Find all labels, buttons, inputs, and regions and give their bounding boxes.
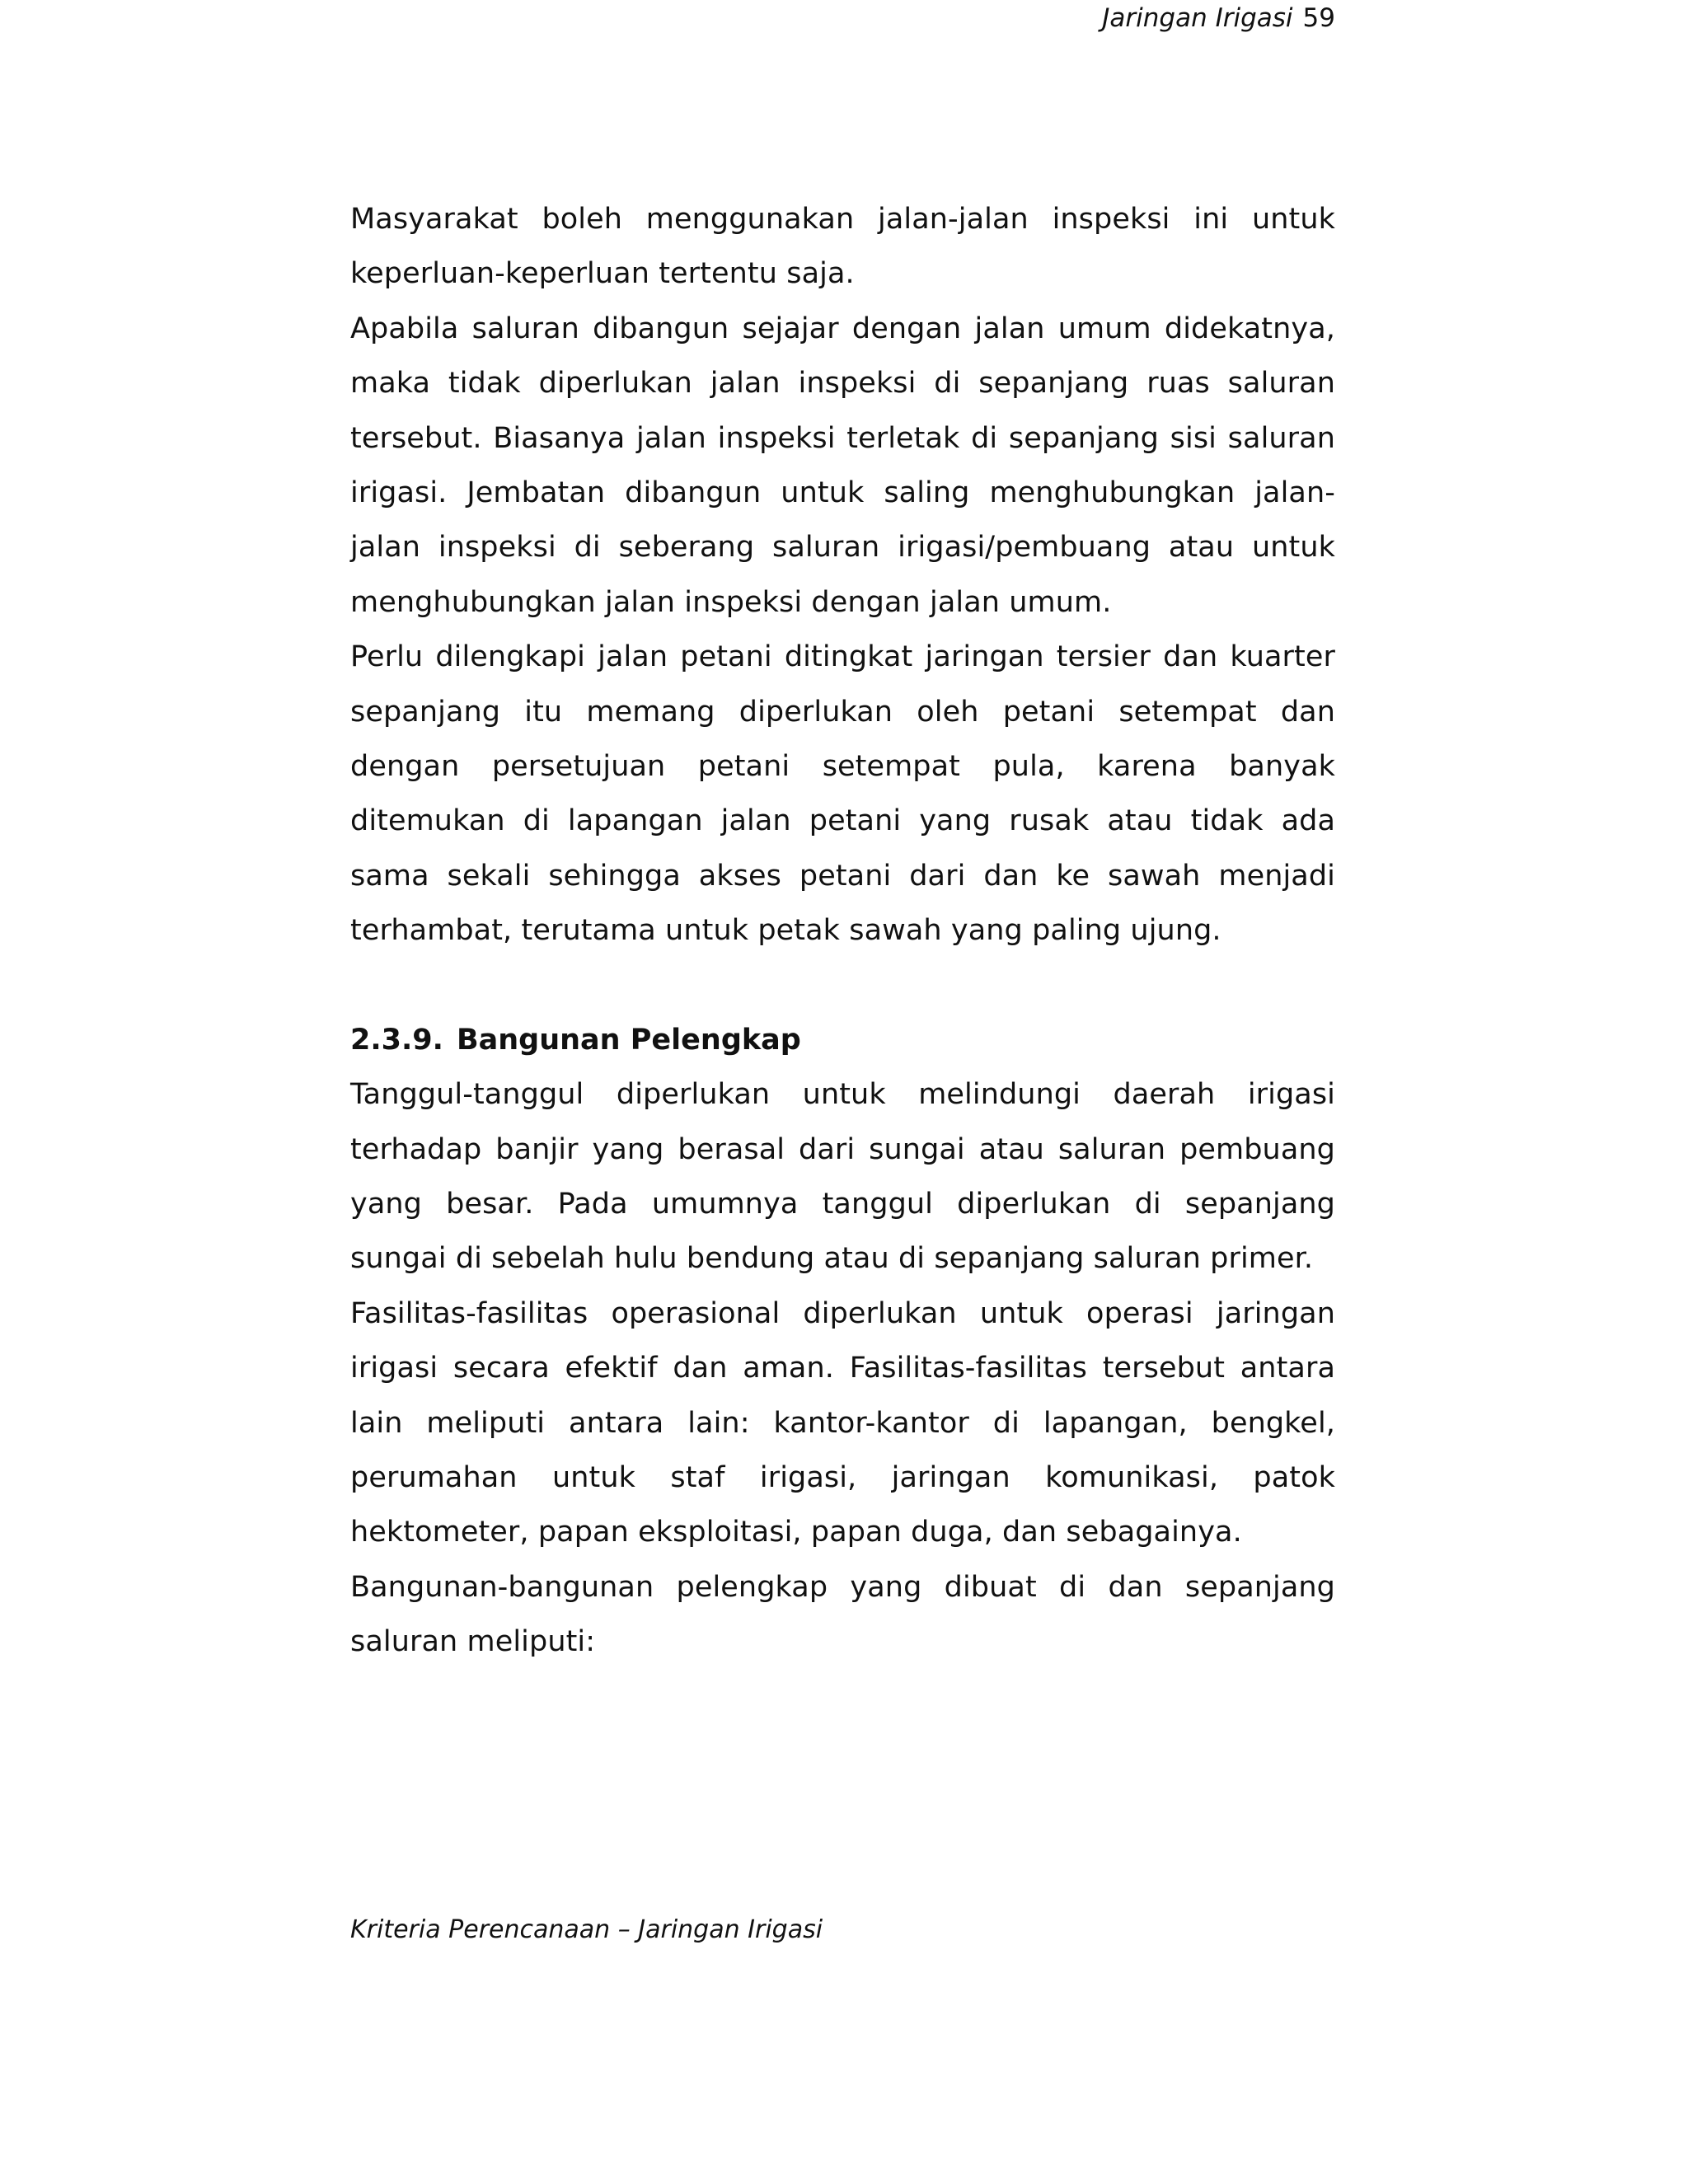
body-paragraph: Bangunan-bangunan pelengkap yang dibuat di dan sepanjang saluran meliputi: [350,1570,1335,1659]
body-paragraph: Apabila saluran dibangun sejajar dengan jalan umum didekatnya, maka tidak diperlukan jalan inspeksi di sepanjang ruas saluran tersebut. Biasanya jalan inspeksi terletak di sepanjang sisi saluran irigasi. Jembatan dibangun untuk saling menghubungkan jalan-jalan inspeksi di seberang saluran irigasi/pembuang atau untuk menghubungkan jalan inspeksi dengan jalan umum. [350,312,1335,619]
body-paragraph: Masyarakat boleh menggunakan jalan-jalan inspeksi ini untuk keperluan-keperluan tertentu saja. [350,203,1335,291]
running-footer: Kriteria Perencanaan – Jaringan Irigasi [350,1915,823,1944]
page-body [350,192,1335,1670]
body-paragraph: Perlu dilengkapi jalan petani ditingkat jaringan tersier dan kuarter sepanjang itu memang diperlukan oleh petani setempat dan dengan persetujuan petani setempat pula, karena banyak ditemukan di lapangan jalan petani yang rusak atau tidak ada sama sekali sehingga akses petani dari dan ke sawah menjadi terhambat, terutama untuk petak sawah yang paling ujung. [350,640,1335,948]
body-paragraph: Fasilitas-fasilitas operasional diperlukan untuk operasi jaringan irigasi secara efektif dan aman. Fasilitas-fasilitas tersebut antara lain meliputi antara lain: kantor-kantor di lapangan, bengkel, perumahan untuk staf irigasi, jaringan komunikasi, patok hektometer, papan eksploitasi, papan duga, dan sebagainya. [350,1296,1335,1549]
header-title: Jaringan Irigasi [1102,3,1293,33]
section-number: 2.3.9. [350,1023,443,1057]
body-paragraph: Tanggul-tanggul diperlukan untuk melindungi daerah irigasi terhadap banjir yang berasal dari sungai atau saluran pembuang yang besar. Pada umumnya tanggul diperlukan di sepanjang sungai di sebelah hulu bendung atau di sepanjang saluran primer. [350,1078,1335,1276]
running-header [1102,2,1335,35]
section-heading [350,1013,1335,1067]
section-title: Bangunan Pelengkap [456,1023,801,1057]
page-number: 59 [1302,3,1335,33]
